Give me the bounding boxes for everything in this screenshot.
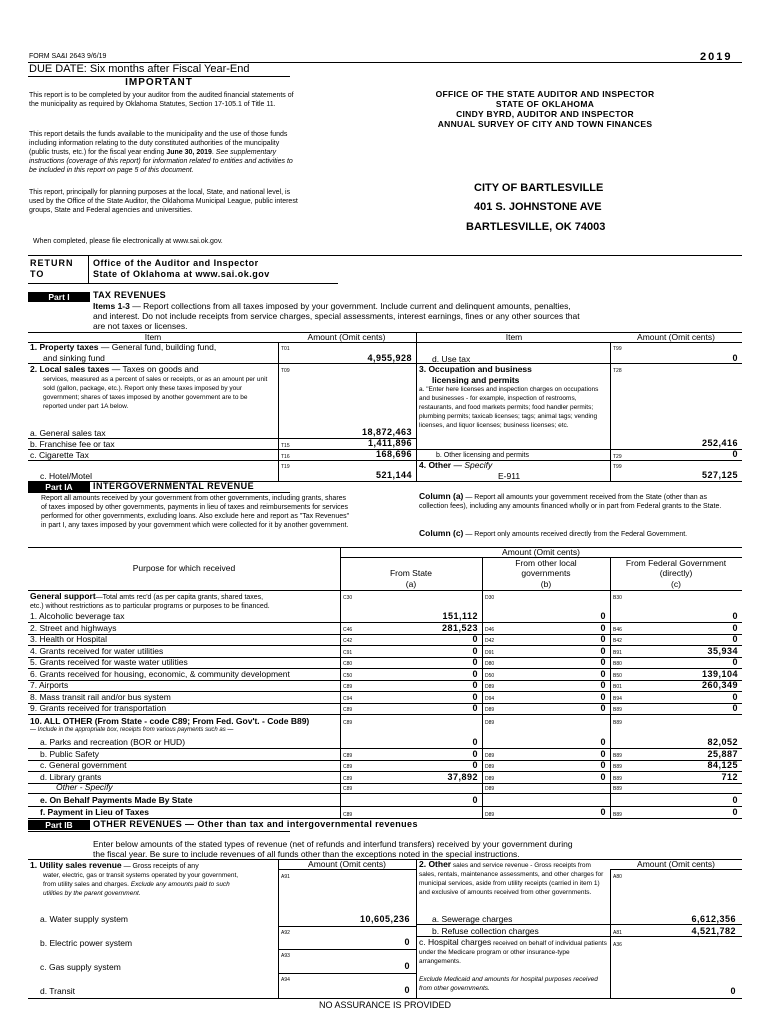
office-title-line: ANNUAL SURVEY OF CITY AND TOWN FINANCES bbox=[437, 119, 653, 129]
row-code: B89 bbox=[613, 764, 622, 770]
hotel-motel-label: c. Hotel/Motel bbox=[40, 471, 92, 481]
refuse-code: A81 bbox=[613, 930, 622, 936]
row-code: D30 bbox=[485, 595, 495, 601]
part-1b-tag: Part IB bbox=[28, 820, 90, 830]
column-c-instructions bbox=[419, 529, 729, 539]
hospital-charges-desc bbox=[419, 938, 607, 966]
other-tax-code: T99 bbox=[613, 464, 622, 470]
utility-sales-detail bbox=[43, 871, 243, 898]
sales-tax-detail: services, measured as a percent of sales or receipts, or as an amount per unit sold (gallon, package, etc.). Report only these taxes imposed by your government; shares of taxes imposed by another government are to be reported under part 1A below. bbox=[43, 376, 268, 410]
general-sales-tax-amount[interactable]: 18,872,463 bbox=[361, 427, 412, 437]
row-code: B89 bbox=[613, 707, 622, 713]
row-code: B89 bbox=[613, 775, 622, 782]
gas-code: A93 bbox=[281, 953, 290, 959]
from-state-header: From State bbox=[389, 568, 433, 578]
row-code: C89 bbox=[343, 775, 353, 782]
row-code: C94 bbox=[343, 695, 353, 702]
local-amount[interactable]: 0 bbox=[600, 634, 606, 644]
row-code: B46 bbox=[613, 626, 622, 633]
intro-paragraph-3: This report, principally for planning purposes at the local, State, and national level, is used by the Office of the State Auditor, the Oklahoma Municipal League, public interest groups, State and Federal agencies and universities. bbox=[29, 189, 298, 214]
cigarette-tax-label: c. Cigarette Tax bbox=[30, 450, 89, 460]
sales-tax-label bbox=[30, 364, 199, 374]
occupation-label: 3. Occupation and business bbox=[419, 364, 532, 374]
part-1-instructions bbox=[93, 301, 580, 331]
part-1b-title: OTHER REVENUES — Other than tax and intergovernmental revenues bbox=[93, 819, 418, 829]
property-tax-amount[interactable]: 4,955,928 bbox=[367, 353, 412, 363]
row-code: D91 bbox=[485, 649, 495, 656]
row-code: D50 bbox=[485, 672, 495, 679]
row-code: D46 bbox=[485, 626, 495, 633]
transit-label: d. Transit bbox=[40, 986, 75, 996]
other-revenue-desc bbox=[419, 860, 607, 897]
occupation-label-2: licensing and permits bbox=[432, 375, 520, 385]
row-label: 6. Grants received for housing, economic, & community development bbox=[30, 668, 290, 679]
amount-header: Amount (Omit cents) bbox=[502, 547, 580, 557]
cigarette-tax-code: T16 bbox=[281, 454, 290, 460]
col-item-header: Item bbox=[144, 332, 162, 342]
form-id: FORM SA&I 2643 9/6/19 bbox=[29, 53, 107, 60]
intro-line: Enter below amounts of the stated types of revenue (net of refunds and interfund transfers) received by your government during bbox=[93, 839, 573, 849]
property-tax-label bbox=[30, 342, 216, 352]
federal-amount[interactable]: 25,887 bbox=[707, 748, 738, 759]
column-c-label: Column (c) bbox=[419, 528, 464, 538]
instruction-line: are not taxes or licenses. bbox=[93, 321, 188, 331]
office-title-line: OFFICE OF THE STATE AUDITOR AND INSPECTOR bbox=[435, 89, 655, 99]
federal-amount[interactable]: 0 bbox=[732, 691, 738, 702]
utility-sales-desc: — Gross receipts of any bbox=[121, 863, 199, 870]
local-amount[interactable]: 0 bbox=[600, 657, 606, 667]
state-amount[interactable]: 0 bbox=[472, 703, 478, 713]
occupation-code: T28 bbox=[613, 368, 622, 374]
utility-amount-header: Amount (Omit cents) bbox=[308, 859, 386, 869]
row-divider bbox=[28, 783, 742, 784]
row-label: d. Library grants bbox=[40, 771, 102, 782]
row-label: b. Public Safety bbox=[40, 748, 100, 759]
hospital-note: Exclude Medicaid and amounts for hospital purposes received from other governments. bbox=[419, 976, 598, 992]
sales-tax-code: T09 bbox=[281, 368, 290, 374]
part-1a-title: INTERGOVERNMENTAL REVENUE bbox=[93, 481, 255, 491]
row-label: c. General government bbox=[40, 760, 127, 770]
use-tax-label: d. Use tax bbox=[432, 354, 471, 364]
state-amount[interactable]: 0 bbox=[472, 680, 478, 690]
property-tax-desc-2: and sinking fund bbox=[43, 353, 105, 363]
row-label: 4. Grants received for water utilities bbox=[30, 645, 164, 656]
intro-line: the fiscal year. Be sure to include revenues of all funds other than the exceptions noted in the special instructions. bbox=[93, 849, 520, 859]
all-other-label bbox=[30, 716, 309, 726]
row-code: C89 bbox=[343, 786, 353, 792]
franchise-fee-code: T15 bbox=[281, 443, 290, 449]
franchise-fee-amount[interactable]: 1,411,896 bbox=[367, 438, 412, 448]
other-tax-label bbox=[419, 460, 492, 470]
hospital-amount[interactable]: 0 bbox=[730, 986, 736, 996]
utility-sales-title: 1. Utility sales revenue bbox=[30, 860, 122, 870]
federal-amount[interactable]: 712 bbox=[721, 771, 738, 782]
water-supply-label: a. Water supply system bbox=[40, 914, 129, 924]
row-code: D80 bbox=[485, 661, 495, 667]
street-address: 401 S. JOHNSTONE AVE bbox=[474, 201, 602, 213]
column-a-text: — Report all amounts your government received from the State (other than as collection fees), including any amounts financed wholly or in part from Federal grants to the State. bbox=[419, 494, 722, 510]
row-label: 2. Street and highways bbox=[30, 622, 117, 633]
row-code: D94 bbox=[485, 695, 495, 702]
property-tax-desc: — General fund, building fund, bbox=[98, 342, 217, 352]
part-1b-intro bbox=[93, 839, 573, 859]
other-licensing-amount[interactable]: 0 bbox=[732, 449, 738, 459]
row-code: B30 bbox=[613, 595, 622, 601]
row-code: C80 bbox=[343, 661, 353, 667]
other-licensing-code: T29 bbox=[613, 454, 622, 460]
row-code: B89 bbox=[613, 812, 622, 818]
office-title bbox=[390, 89, 700, 129]
row-label: a. Parks and recreation (BOR or HUD) bbox=[40, 737, 186, 747]
due-date: DUE DATE: Six months after Fiscal Year-End bbox=[29, 63, 250, 75]
transit-code: A94 bbox=[281, 977, 290, 983]
office-title-line: STATE OF OKLAHOMA bbox=[495, 99, 595, 109]
row-code: C42 bbox=[343, 638, 353, 644]
local-amount[interactable]: 0 bbox=[600, 645, 606, 656]
hospital-charges-text: received on behalf of individual patients under the Medicare program or other insurance-type arrangements. bbox=[419, 940, 607, 965]
purpose-header: Purpose for which received bbox=[132, 563, 236, 573]
row-label: 8. Mass transit rail and/or bus system bbox=[30, 691, 171, 702]
from-federal-sub: (c) bbox=[671, 579, 681, 589]
local-amount[interactable]: 0 bbox=[600, 680, 606, 690]
gas-supply-amount[interactable]: 0 bbox=[404, 961, 410, 971]
row-code: C89 bbox=[343, 707, 353, 713]
row-code: B91 bbox=[613, 649, 622, 656]
state-amount[interactable]: 0 bbox=[472, 668, 478, 679]
office-title-line: CINDY BYRD, AUDITOR AND INSPECTOR bbox=[456, 109, 634, 119]
other-amount-header: Amount (Omit cents) bbox=[637, 859, 715, 869]
state-amount[interactable]: 0 bbox=[472, 645, 478, 656]
from-local-sub: (b) bbox=[540, 579, 552, 589]
part-1a-tag: Part IA bbox=[28, 482, 90, 492]
sewerage-amount[interactable]: 6,612,356 bbox=[691, 914, 736, 924]
state-amount[interactable]: 0 bbox=[472, 737, 478, 747]
general-support-desc: —Total amts rec'd (as per capita grants, shared taxes, bbox=[95, 594, 264, 601]
items-label: Items 1-3 bbox=[93, 301, 130, 311]
row-code: C89 bbox=[343, 720, 353, 726]
row-code: B42 bbox=[613, 638, 622, 644]
federal-amount[interactable]: 260,349 bbox=[701, 680, 738, 690]
row-code: D89 bbox=[485, 812, 495, 818]
row-code: B89 bbox=[613, 752, 622, 759]
return-label-to: TO bbox=[30, 269, 45, 279]
row-code: C89 bbox=[343, 752, 353, 759]
column-a-instructions bbox=[419, 492, 729, 511]
transit-amount[interactable]: 0 bbox=[404, 985, 410, 995]
local-amount[interactable]: 0 bbox=[600, 760, 606, 770]
city-state-zip: BARTLESVILLE, OK 74003 bbox=[466, 221, 606, 233]
local-amount[interactable]: 0 bbox=[600, 668, 606, 679]
intro-paragraph-2: This report details the funds available to the municipality and the use of those funds including information relating to the duty constituted authorities of the muncipality (public trusts, etc.) for the fiscal year ending June 30, 2019. See supplementary instructions (coverage of this report) for information related to entities and activities to be included in this report on page 5 of this document. bbox=[29, 131, 293, 174]
sewerage-label: a. Sewerage charges bbox=[432, 914, 513, 924]
federal-amount[interactable]: 0 bbox=[732, 622, 738, 633]
on-behalf-federal-amount[interactable]: 0 bbox=[732, 795, 738, 805]
row-code: B89 bbox=[613, 720, 622, 726]
state-amount[interactable]: 0 bbox=[472, 691, 478, 702]
utility-sales-label bbox=[30, 860, 199, 871]
other-specify-label: Other - Specify bbox=[56, 782, 113, 792]
from-federal-header: From Federal Government (directly) bbox=[625, 558, 727, 578]
col-item-header: Item bbox=[505, 332, 523, 342]
instruction-line: and interest. Do not include receipts from service charges, special assessments, interest earnings, fines or any other sources that bbox=[93, 311, 580, 321]
other-revenue-title: 2. Other bbox=[419, 859, 452, 869]
row-label: 5. Grants received for waste water utilities bbox=[30, 657, 188, 667]
local-amount[interactable]: 0 bbox=[600, 771, 606, 782]
hospital-charges-title: c. Hospital charges bbox=[419, 937, 492, 947]
cigarette-tax-amount[interactable]: 168,696 bbox=[375, 449, 412, 459]
important-heading: IMPORTANT bbox=[125, 77, 193, 88]
state-amount[interactable]: 0 bbox=[472, 657, 478, 667]
general-support-title: General support bbox=[30, 591, 96, 601]
local-amount[interactable]: 0 bbox=[600, 622, 606, 633]
return-website: State of Oklahoma at www.sai.ok.gov bbox=[93, 269, 270, 279]
city-name: CITY OF BARTLESVILLE bbox=[474, 182, 604, 194]
federal-amount[interactable]: 35,934 bbox=[707, 645, 738, 656]
federal-amount[interactable]: 82,052 bbox=[707, 737, 738, 747]
state-amount[interactable]: 151,112 bbox=[442, 611, 478, 621]
refuse-label: b. Refuse collection charges bbox=[432, 926, 539, 936]
water-supply-amount[interactable]: 10,605,236 bbox=[359, 914, 410, 924]
other-tax-title: 4. Other bbox=[419, 460, 452, 470]
row-code: D89 bbox=[485, 775, 495, 782]
state-amount[interactable]: 0 bbox=[472, 760, 478, 770]
federal-amount[interactable]: 0 bbox=[732, 703, 738, 713]
electric-power-amount[interactable]: 0 bbox=[404, 937, 410, 947]
form-year: 2019 bbox=[700, 51, 733, 63]
e911-label: E-911 bbox=[498, 471, 521, 481]
hotel-motel-amount[interactable]: 521,144 bbox=[375, 470, 412, 480]
electric-power-label: b. Electric power system bbox=[40, 938, 133, 948]
federal-amount[interactable]: 0 bbox=[732, 611, 738, 621]
instruction-line: — Report collections from all taxes imposed by your government. Include current and delinquent amounts, penalties, bbox=[129, 301, 571, 311]
column-c-text: — Report only amounts received directly from the Federal Government. bbox=[463, 531, 688, 538]
row-label: 3. Health or Hospital bbox=[30, 634, 108, 644]
other-revenue-text: sales and service revenue - Gross receipts from sales, rentals, maintenance assessments, and other charges for municipal services, aside from utility receipts (carried in item 1) and exclusive of amounts received from other governments. bbox=[419, 862, 604, 896]
intro-note: See supplementary instructions (coverage of this report) for information related to entities and activities to be included in this report on page 5 of this document. bbox=[29, 149, 293, 174]
from-local-header: From other local governments bbox=[515, 558, 577, 578]
row-code: D89 bbox=[485, 786, 495, 792]
electric-code: A92 bbox=[281, 930, 290, 936]
pilot-federal-amount[interactable]: 0 bbox=[732, 807, 738, 817]
gas-supply-label: c. Gas supply system bbox=[40, 962, 121, 972]
local-amount[interactable]: 0 bbox=[600, 703, 606, 713]
col-amount-header: Amount (Omit cents) bbox=[307, 332, 386, 342]
utility-code: A91 bbox=[281, 874, 290, 880]
local-amount[interactable]: 0 bbox=[600, 737, 606, 747]
row-divider bbox=[28, 714, 742, 715]
intro-paragraph-1: This report is to be completed by your auditor from the audited financial statements of the municipality as required by Oklahoma Statutes, Section 17-105.1 of Title 11. bbox=[29, 92, 294, 108]
hotel-motel-code: T19 bbox=[281, 464, 290, 470]
e911-amount[interactable]: 527,125 bbox=[701, 470, 738, 480]
general-sales-tax-label: a. General sales tax bbox=[30, 428, 106, 438]
sales-tax-desc: — Taxes on goods and bbox=[109, 364, 199, 374]
state-amount[interactable]: 0 bbox=[472, 634, 478, 644]
row-code: D89 bbox=[485, 684, 495, 690]
use-tax-code: T99 bbox=[613, 346, 622, 352]
return-label: RETURN bbox=[30, 258, 74, 268]
sales-tax-title: 2. Local sales taxes bbox=[30, 364, 110, 374]
fiscal-year-end: June 30, 2019 bbox=[166, 149, 212, 156]
state-amount[interactable]: 0 bbox=[472, 748, 478, 759]
general-support-desc-2: etc.) without restrictions as to particular programs or purposes to be financed. bbox=[30, 603, 270, 610]
on-behalf-label: e. On Behalf Payments Made By State bbox=[40, 795, 193, 805]
other-licensing-label: b. Other licensing and permits bbox=[436, 452, 529, 459]
local-amount[interactable]: 0 bbox=[600, 611, 606, 621]
on-behalf-state-amount[interactable]: 0 bbox=[472, 795, 478, 805]
row-code: D89 bbox=[485, 752, 495, 759]
column-a-label: Column (a) bbox=[419, 491, 464, 501]
federal-amount[interactable]: 0 bbox=[732, 634, 738, 644]
part-1-tag: Part I bbox=[28, 292, 90, 302]
col-amount-header: Amount (Omit cents) bbox=[637, 332, 715, 342]
refuse-amount[interactable]: 4,521,782 bbox=[691, 926, 736, 936]
other-revenue-code: A80 bbox=[613, 874, 622, 880]
part-1a-instructions: Report all amounts received by your government from other governments, including grants, shares of taxes imposed by other governments, payments in lieu of taxes and reimbursements for services performed for other governments, excluding loans. Also exclude here and report as "Tax Revenues" in part I, any taxes imposed by your government which were collected for it by another government. bbox=[41, 495, 350, 529]
hospital-code: A36 bbox=[613, 942, 622, 948]
from-state-sub: (a) bbox=[405, 579, 417, 589]
row-code: C89 bbox=[343, 764, 353, 770]
row-label: 9. Grants received for transportation bbox=[30, 703, 167, 713]
pilot-local-amount[interactable]: 0 bbox=[600, 807, 606, 817]
no-assurance-footer: NO ASSURANCE IS PROVIDED bbox=[318, 1000, 452, 1010]
local-amount[interactable]: 0 bbox=[600, 691, 606, 702]
row-code: D89 bbox=[485, 707, 495, 713]
pilot-label: f. Payment in Lieu of Taxes bbox=[40, 807, 149, 817]
row-code: D89 bbox=[485, 764, 495, 770]
row-code: B89 bbox=[613, 786, 622, 792]
row-code: B80 bbox=[613, 661, 622, 667]
file-electronically: When completed, please file electronically at www.sai.ok.gov. bbox=[33, 238, 223, 245]
other-tax-specify: — Specify bbox=[453, 460, 493, 470]
use-tax-amount[interactable]: 0 bbox=[732, 353, 738, 363]
part-1-title: TAX REVENUES bbox=[93, 290, 166, 300]
row-code: B01 bbox=[613, 684, 622, 690]
row-code: C50 bbox=[343, 672, 353, 679]
local-amount[interactable]: 0 bbox=[600, 748, 606, 759]
franchise-fee-label: b. Franchise fee or tax bbox=[30, 439, 115, 449]
row-code: B94 bbox=[613, 695, 622, 702]
general-support-label bbox=[30, 591, 263, 602]
row-code: C46 bbox=[343, 626, 353, 633]
property-tax-title: 1. Property taxes bbox=[30, 342, 99, 352]
all-other-note: — Include in the appropriate box, receipts from various payments such as — bbox=[30, 727, 234, 733]
intro-text: This report details the funds available to the municipality and the use of those funds including information relating to the duty constituted authorities of the muncipality (public trusts, etc.) for the fiscal year ending bbox=[29, 131, 288, 156]
row-code: C30 bbox=[343, 595, 353, 601]
row-code: C91 bbox=[343, 649, 353, 656]
utility-detail-text: water, electric, gas or transit systems operated by your government, from utility sales and charges. bbox=[43, 872, 239, 888]
state-amount[interactable]: 37,892 bbox=[447, 771, 478, 782]
utility-detail-exclude: Exclude any amounts paid to such utilities by the parent government. bbox=[43, 881, 230, 897]
state-amount[interactable]: 281,523 bbox=[441, 622, 478, 633]
occupation-amount[interactable]: 252,416 bbox=[701, 438, 738, 448]
federal-amount[interactable]: 139,104 bbox=[701, 668, 738, 679]
federal-amount[interactable]: 84,125 bbox=[707, 760, 738, 770]
row-code: D42 bbox=[485, 638, 495, 644]
all-other-title: 10. ALL OTHER (From State - code C89; From Fed. Gov't. - Code B89) bbox=[30, 716, 310, 726]
row-code: B50 bbox=[613, 672, 622, 679]
row-label: 1. Alcoholic beverage tax bbox=[30, 611, 125, 621]
row-code: D89 bbox=[485, 720, 495, 726]
occupation-detail: a. "Enter here licenses and inspection charges on occupations and businesses - for example, inspection of restrooms, restaurants, and food markets permits; food handler permits; plumbing permits; taxicab licenses; tags; animal tags; vending licenses, and liquor licenses; business licenses; etc. bbox=[419, 386, 599, 429]
row-code: C89 bbox=[343, 684, 353, 690]
row-label: 7. Airports bbox=[30, 680, 69, 690]
return-office: Office of the Auditor and Inspector bbox=[93, 258, 259, 268]
federal-amount[interactable]: 0 bbox=[732, 657, 738, 667]
row-code: C89 bbox=[343, 812, 353, 818]
property-tax-code: T01 bbox=[281, 346, 290, 352]
